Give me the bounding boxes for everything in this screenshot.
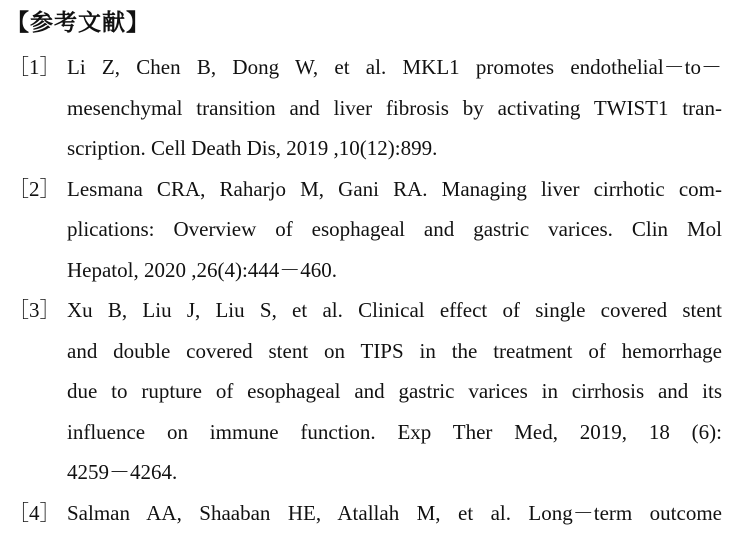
reference-number: ［2］ [8,176,61,201]
reference-line: Xu B, Liu J, Liu S, et al. Clinical effect of single covered stent [67,298,722,322]
reference-line: influence on immune function. Exp Ther Med, 2019, 18 (6): [67,419,722,444]
reference-line: Lesmana CRA, Raharjo M, Gani RA. Managing liver cirrhotic com- [67,176,722,201]
reference-line: Salman AA, Shaaban HE, Atallah M, et al. Long－term outcome [67,500,722,525]
reference-line: plications: Overview of esophageal and gastric varices. Clin Mol [67,217,722,241]
references-heading: 【参考文献】 [6,10,150,36]
reference-line: mesenchymal transition and liver fibrosis by activating TWIST1 tran- [67,95,722,120]
reference-line: Hepatol, 2020 ,26(4):444－460. [67,257,338,282]
reference-line: scription. Cell Death Dis, 2019 ,10(12):899. [67,136,438,160]
reference-line: 4259－4264. [67,460,178,484]
reference-number: ［3］ [8,298,61,322]
reference-line: due to rupture of esophageal and gastric varices in cirrhosis and its [67,379,722,403]
reference-line: Li Z, Chen B, Dong W, et al. MKL1 promotes endothelial－to－ [67,55,722,79]
reference-number: ［4］ [8,500,61,525]
reference-number: ［1］ [8,55,61,79]
reference-line: and double covered stent on TIPS in the treatment of hemorrhage [67,338,722,363]
